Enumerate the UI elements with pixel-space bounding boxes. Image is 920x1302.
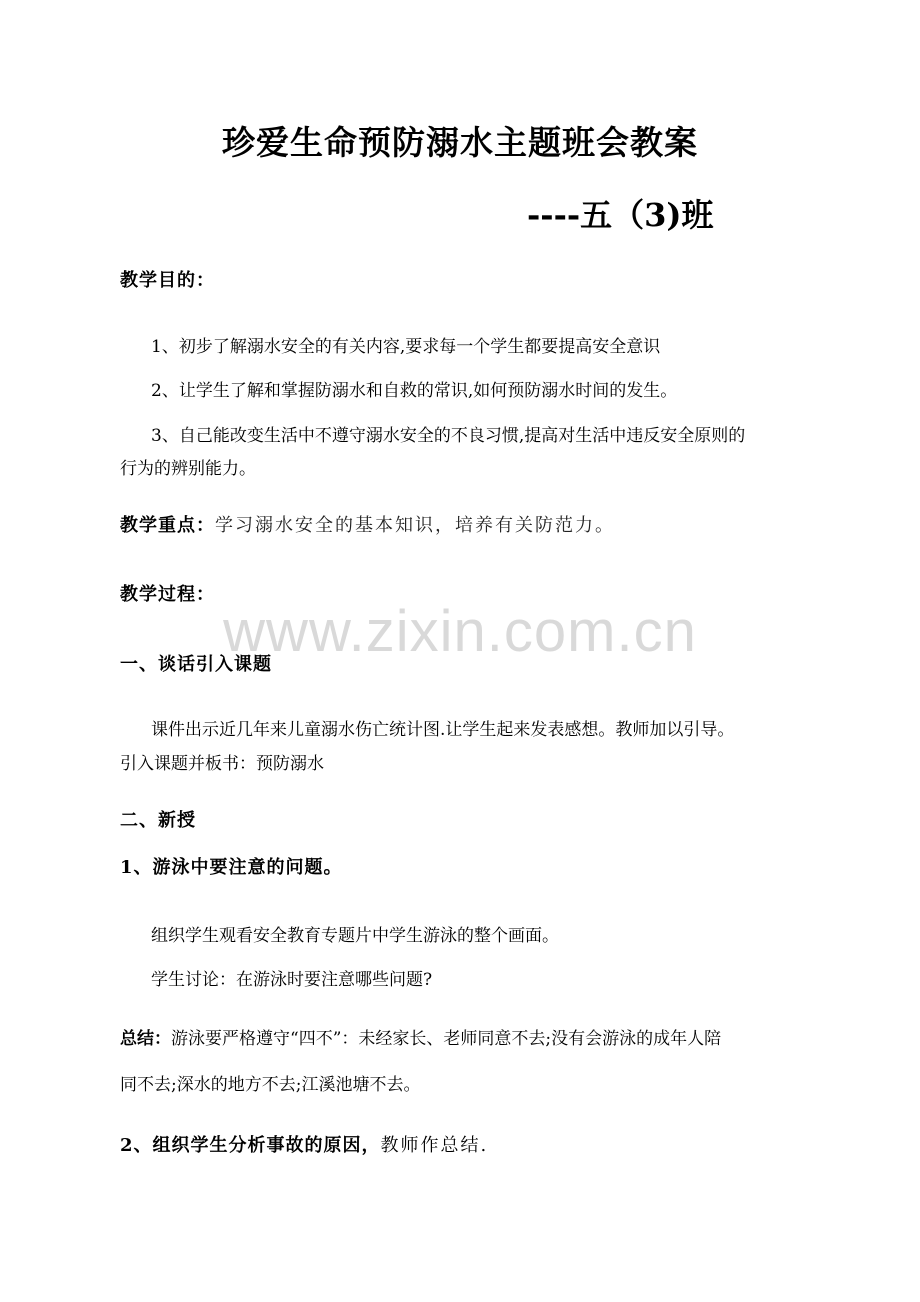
objective-item-3: 3、自己能改变生活中不遵守溺水安全的不良习惯,提高对生活中违反安全原则的 (151, 426, 746, 446)
objectives-heading: 教学目的： (120, 270, 215, 291)
objective-item-3-continued: 行为的辨别能力。 (120, 459, 256, 479)
document-title: 珍爱生命预防溺水主题班会教案 (222, 123, 698, 162)
process-heading: 教学过程： (120, 584, 215, 605)
sub1-line-2: 学生讨论：在游泳时要注意哪些问题? (151, 970, 433, 990)
class-subtitle: ----五（3)班 (527, 196, 714, 234)
summary-label: 总结： (120, 1029, 171, 1049)
keypoint-paragraph (120, 511, 615, 537)
keypoint-label: 教学重点： (120, 515, 215, 536)
section1-line-1: 课件出示近几年来儿童溺水伤亡统计图.让学生起来发表感想。教师加以引导。 (151, 720, 735, 740)
summary-line-2: 同不去;深水的地方不去;江溪池塘不去。 (120, 1075, 421, 1095)
summary-line-1: 游泳要严格遵守“四不”：未经家长、老师同意不去;没有会游泳的成年人陪 (171, 1029, 722, 1049)
objective-item-1: 1、初步了解溺水安全的有关内容,要求每一个学生都要提高安全意识 (151, 337, 661, 357)
summary-paragraph (120, 1024, 721, 1049)
objective-item-2: 2、让学生了解和掌握防溺水和自救的常识,如何预防溺水时间的发生。 (151, 381, 678, 401)
sub2-heading-bold: 2、组织学生分析事故的原因， (120, 1135, 381, 1156)
sub1-heading: 1、游泳中要注意的问题。 (120, 857, 343, 878)
sub2-heading-light: 教师作总结. (380, 1135, 489, 1156)
section1-heading: 一、谈话引入课题 (120, 654, 272, 675)
watermark: www.zixin.com.cn (223, 599, 697, 664)
sub2-heading (120, 1131, 488, 1157)
keypoint-text: 学习溺水安全的基本知识，培养有关防范力。 (215, 515, 615, 536)
section1-line-2: 引入课题并板书：预防溺水 (120, 754, 324, 774)
section2-heading: 二、新授 (120, 810, 196, 831)
sub1-line-1: 组织学生观看安全教育专题片中学生游泳的整个画面。 (151, 926, 559, 946)
